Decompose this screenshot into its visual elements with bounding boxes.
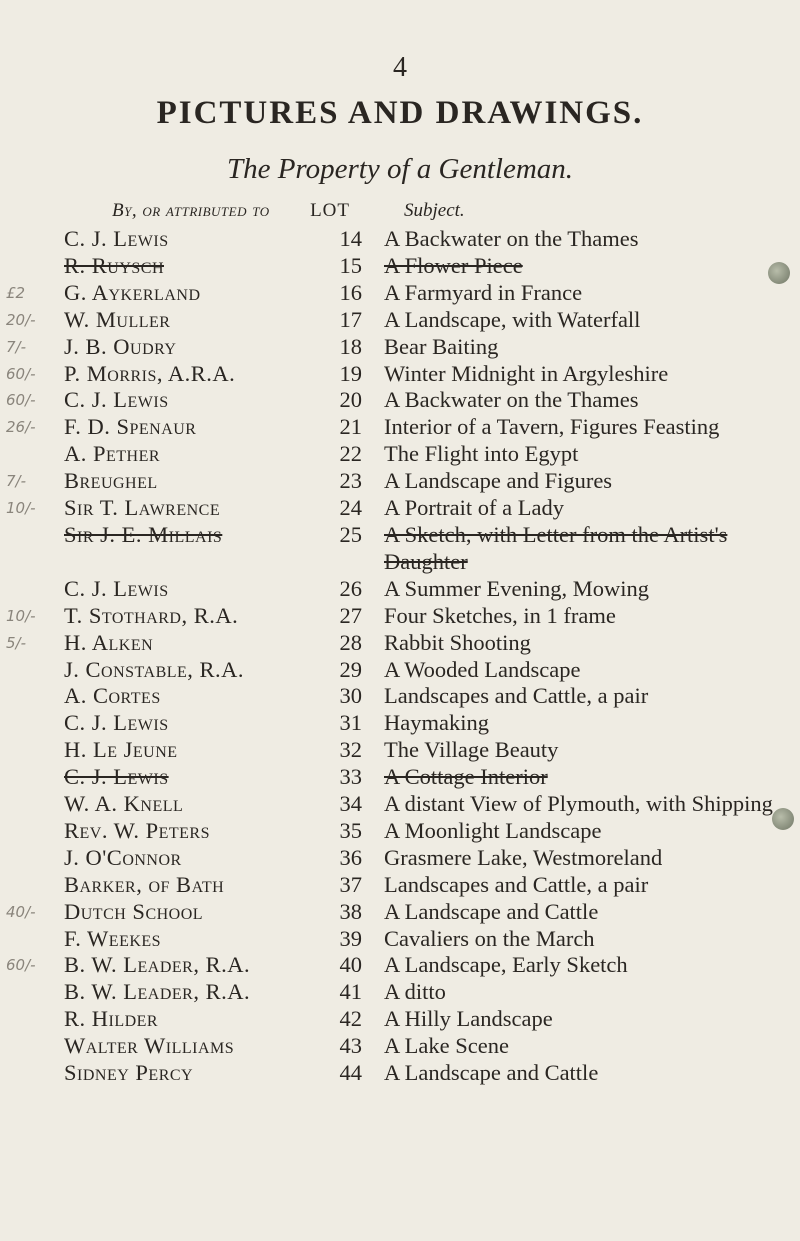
subject-title: A Backwater on the Thames	[384, 387, 639, 413]
artist-name: W. Muller	[64, 306, 171, 332]
artist-name: F. Weekes	[64, 925, 162, 951]
artist-name: Walter Williams	[64, 1033, 235, 1059]
artist-name: Breughel	[64, 468, 158, 494]
lot-number: 35	[339, 817, 362, 843]
subject-title: Grasmere Lake, Westmoreland	[384, 844, 663, 870]
subject-title: Landscapes and Cattle, a pair	[384, 683, 649, 709]
lot-row	[0, 1033, 800, 1060]
seal-mark	[772, 808, 794, 830]
subject-title: Winter Midnight in Argyleshire	[384, 360, 669, 386]
lot-row	[0, 603, 800, 630]
subject-title: A ditto	[384, 979, 446, 1005]
artist-name: C. J. Lewis	[64, 710, 169, 736]
artist-name: Rev. W. Peters	[64, 817, 211, 843]
lot-number: 32	[339, 737, 362, 763]
artist-name: J. O'Connor	[64, 844, 182, 870]
page-number: 4	[393, 52, 407, 83]
lot-number: 16	[339, 279, 362, 305]
lot-number: 15	[339, 252, 362, 278]
subject-title: A Lake Scene	[384, 1033, 509, 1059]
page-title: PICTURES AND DRAWINGS.	[156, 95, 644, 131]
subject-title: A Portrait of a Lady	[384, 495, 564, 521]
lot-number: 14	[339, 226, 362, 251]
artist-name: R. Ruysch	[64, 252, 164, 278]
lot-number: 28	[339, 629, 362, 655]
artist-name: F. D. Spenaur	[64, 414, 197, 440]
subject-title: A Landscape and Cattle	[384, 898, 599, 924]
price-note: £2	[6, 283, 26, 302]
price-note: 7/-	[6, 472, 27, 491]
lot-row	[0, 522, 800, 576]
artist-name: J. Constable, R.A.	[64, 656, 245, 682]
artist-name: C. J. Lewis	[64, 387, 169, 413]
lot-row	[0, 979, 800, 1006]
subject-title: A Farmyard in France	[384, 279, 583, 305]
lot-number: 40	[339, 952, 362, 978]
artist-name: H. Alken	[64, 629, 154, 655]
page-subtitle: The Property of a Gentleman.	[226, 153, 574, 185]
lot-number: 44	[339, 1060, 362, 1086]
artist-name: Barker, of Bath	[64, 871, 225, 897]
lot-number: 39	[339, 925, 362, 951]
price-note: 10/-	[6, 499, 36, 518]
lot-number: 18	[339, 333, 362, 359]
lot-number: 26	[339, 575, 362, 601]
subject-title: Landscapes and Cattle, a pair	[384, 871, 649, 897]
subject-title: A Landscape and Figures	[384, 468, 613, 494]
lot-row	[0, 737, 800, 764]
seal-mark	[768, 262, 790, 284]
artist-name: Dutch School	[64, 898, 204, 924]
artist-name: C. J. Lewis	[64, 575, 169, 601]
lot-number: 33	[339, 764, 362, 790]
lot-row	[0, 1060, 800, 1087]
lot-number: 37	[339, 871, 362, 897]
subject-title: A Sketch, with Letter from the Artist's Daughter	[384, 521, 728, 574]
artist-name: G. Aykerland	[64, 279, 201, 305]
subject-title: Haymaking	[384, 710, 489, 736]
lot-row	[0, 414, 800, 441]
lot-number: 30	[339, 683, 362, 709]
subject-title: A Backwater on the Thames	[384, 226, 639, 251]
lot-number: 29	[339, 656, 362, 682]
lot-row	[0, 710, 800, 737]
lot-row	[0, 253, 800, 280]
lot-number: 20	[339, 387, 362, 413]
subject-title: Four Sketches, in 1 frame	[384, 602, 616, 628]
artist-name: Sir T. Lawrence	[64, 495, 221, 521]
price-note: 10/-	[6, 606, 36, 625]
lot-row	[0, 307, 800, 334]
lot-number: 17	[339, 306, 362, 332]
lot-number: 25	[339, 521, 362, 547]
subject-title: The Flight into Egypt	[384, 441, 579, 467]
artist-name: R. Hilder	[64, 1006, 159, 1032]
lot-row	[0, 576, 800, 603]
lot-row	[0, 1006, 800, 1033]
lot-number: 42	[339, 1006, 362, 1032]
subject-title: Interior of a Tavern, Figures Feasting	[384, 414, 720, 440]
price-note: 26/-	[6, 418, 36, 437]
lot-number: 34	[339, 791, 362, 817]
lot-number: 43	[339, 1033, 362, 1059]
artist-name: Sidney Percy	[64, 1060, 194, 1086]
subject-title: A Cottage Interior	[384, 764, 548, 790]
subject-title: A Flower Piece	[384, 252, 523, 278]
subject-title: A distant View of Plymouth, with Shipping	[384, 791, 773, 817]
lot-row	[0, 926, 800, 953]
lot-row	[0, 952, 800, 979]
artist-name: H. Le Jeune	[64, 737, 178, 763]
artist-name: A. Pether	[64, 441, 161, 467]
lot-number: 24	[339, 495, 362, 521]
lot-number: 38	[339, 898, 362, 924]
subject-title: A Hilly Landscape	[384, 1006, 553, 1032]
artist-name: W. A. Knell	[64, 791, 184, 817]
subject-column-header: Subject.	[404, 200, 465, 221]
lot-row	[0, 280, 800, 307]
lot-row	[0, 683, 800, 710]
subject-title: A Summer Evening, Mowing	[384, 575, 649, 601]
lot-number: 41	[339, 979, 362, 1005]
subject-title: The Village Beauty	[384, 737, 559, 763]
lot-row	[0, 818, 800, 845]
price-note: 20/-	[6, 310, 36, 329]
artist-name: Sir J. E. Millais	[64, 521, 223, 547]
lot-row	[0, 657, 800, 684]
price-note: 60/-	[6, 364, 36, 383]
lot-number: 31	[339, 710, 362, 736]
subject-title: A Moonlight Landscape	[384, 817, 602, 843]
artist-name: B. W. Leader, R.A.	[64, 979, 251, 1005]
artist-name: P. Morris, A.R.A.	[64, 360, 236, 386]
artist-name: C. J. Lewis	[64, 764, 169, 790]
lot-row	[0, 361, 800, 388]
subject-title: Cavaliers on the March	[384, 925, 595, 951]
lot-row	[0, 495, 800, 522]
price-note: 60/-	[6, 956, 36, 975]
lot-row	[0, 791, 800, 818]
lot-number: 27	[339, 602, 362, 628]
subject-title: A Landscape and Cattle	[384, 1060, 599, 1086]
lot-row	[0, 630, 800, 657]
artist-column-header: By, or attributed to	[112, 200, 270, 221]
subject-title: A Landscape, Early Sketch	[384, 952, 628, 978]
lot-number: 21	[339, 414, 362, 440]
lot-row	[0, 334, 800, 361]
price-note: 7/-	[6, 337, 27, 356]
lot-row	[0, 226, 800, 253]
artist-name: T. Stothard, R.A.	[64, 602, 239, 628]
lot-row	[0, 764, 800, 791]
lot-number: 23	[339, 468, 362, 494]
lot-row	[0, 872, 800, 899]
artist-name: C. J. Lewis	[64, 226, 169, 251]
artist-name: B. W. Leader, R.A.	[64, 952, 251, 978]
price-note: 60/-	[6, 391, 36, 410]
subject-title: Bear Baiting	[384, 333, 499, 359]
lot-row	[0, 468, 800, 495]
lot-row	[0, 845, 800, 872]
lot-number: 22	[339, 441, 362, 467]
lot-row	[0, 899, 800, 926]
subject-title: Rabbit Shooting	[384, 629, 531, 655]
artist-name: J. B. Oudry	[64, 333, 177, 359]
price-note: 5/-	[6, 633, 27, 652]
price-note: 40/-	[6, 902, 36, 921]
lot-number: 19	[339, 360, 362, 386]
subject-title: A Landscape, with Waterfall	[384, 306, 641, 332]
lot-row	[0, 387, 800, 414]
lot-number: 36	[339, 844, 362, 870]
lot-row	[0, 441, 800, 468]
lot-list	[0, 226, 800, 1087]
lot-column-header: LOT	[310, 200, 350, 221]
artist-name: A. Cortes	[64, 683, 161, 709]
subject-title: A Wooded Landscape	[384, 656, 581, 682]
